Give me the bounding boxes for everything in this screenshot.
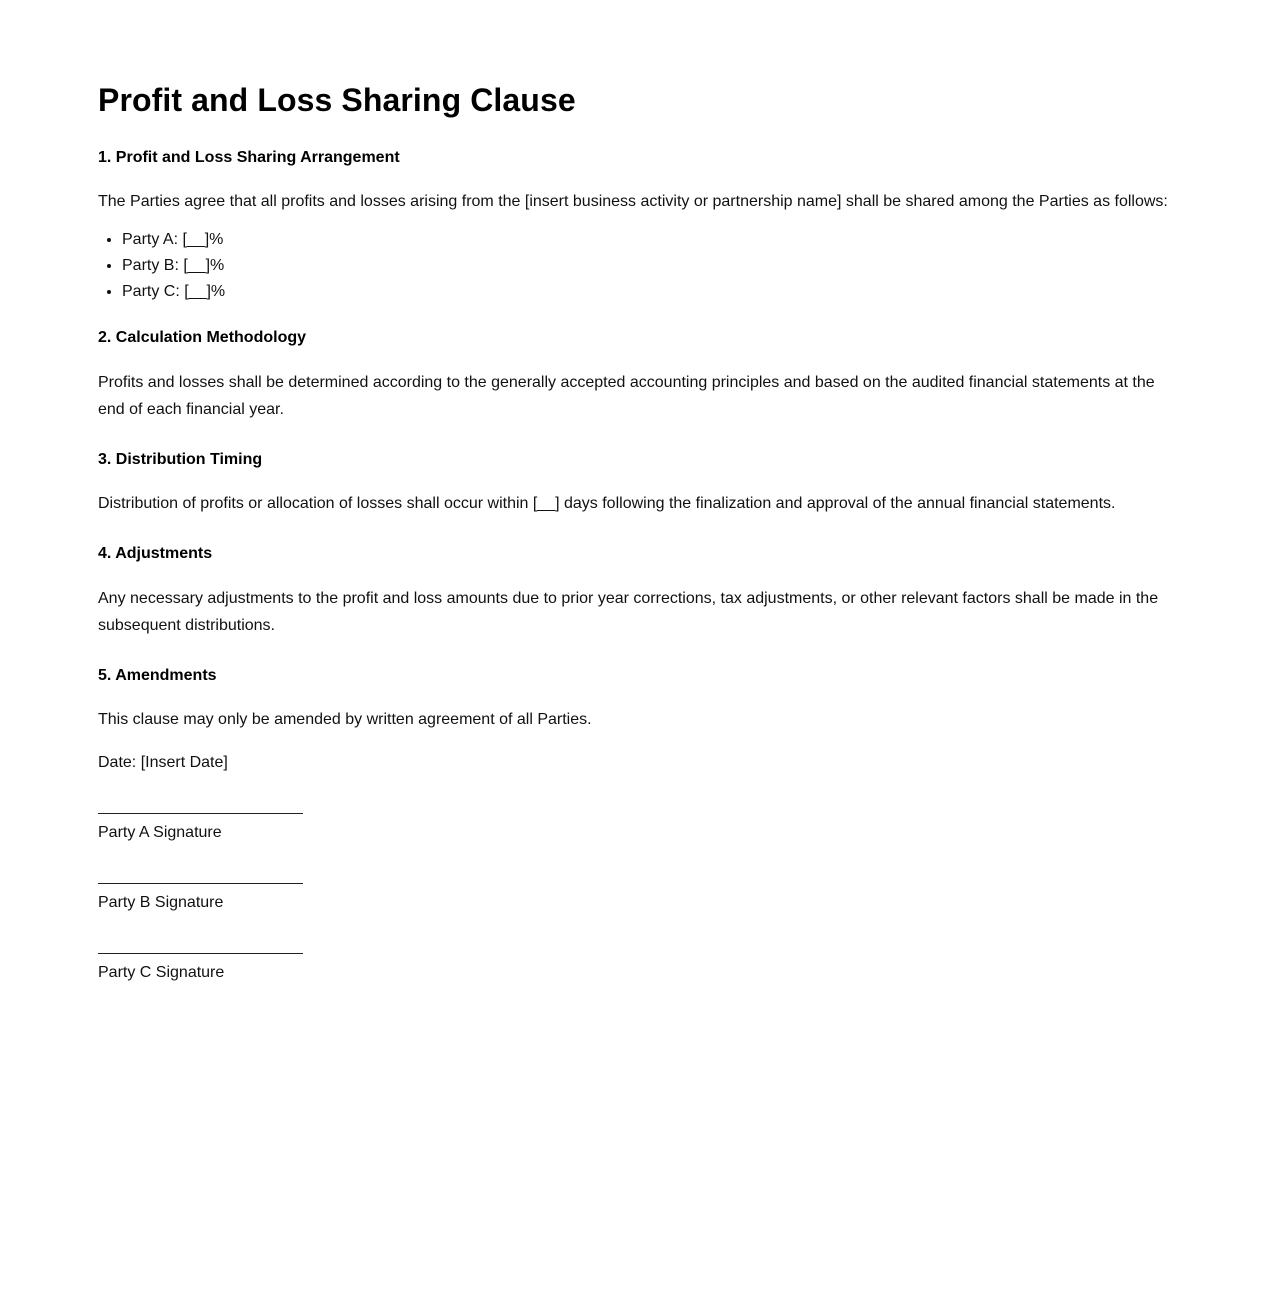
section-heading-2: 2. Calculation Methodology — [98, 329, 307, 346]
list-item: • Party A: [__]% — [122, 227, 225, 253]
section-body-1: The Parties agree that all profits and losses arising from the [insert business activity or partnership name] shall be shared among the Parties as follows: — [98, 193, 1168, 210]
section-heading-1: 1. Profit and Loss Sharing Arrangement — [98, 149, 400, 166]
signature-line-a — [98, 813, 303, 814]
signature-label-c: Party C Signature — [98, 964, 225, 981]
signature-label-b: Party B Signature — [98, 894, 224, 911]
signature-line-c — [98, 953, 303, 954]
section-body-2: Profits and losses shall be determined according to the generally accepted accounting principles and based on the audited financial statements at the end of each financial year. — [98, 374, 1155, 418]
section-heading-5: 5. Amendments — [98, 667, 217, 684]
section-body-5: This clause may only be amended by written agreement of all Parties. — [98, 711, 592, 728]
date-line: Date: [Insert Date] — [98, 754, 228, 771]
page-title: Profit and Loss Sharing Clause — [98, 82, 576, 118]
share-list — [98, 227, 225, 305]
section-body-4: Any necessary adjustments to the profit and loss amounts due to prior year corrections, tax adjustments, or other relevant factors shall be made in the subsequent distributions. — [98, 590, 1159, 634]
section-heading-3: 3. Distribution Timing — [98, 451, 263, 468]
list-item: • Party B: [__]% — [122, 253, 225, 279]
list-item: • Party C: [__]% — [122, 279, 225, 305]
signature-line-b — [98, 883, 303, 884]
section-heading-4: 4. Adjustments — [98, 545, 213, 562]
section-body-3: Distribution of profits or allocation of losses shall occur within [__] days following the finalization and approval of the annual financial statements. — [98, 495, 1116, 512]
signature-label-a: Party A Signature — [98, 824, 222, 841]
